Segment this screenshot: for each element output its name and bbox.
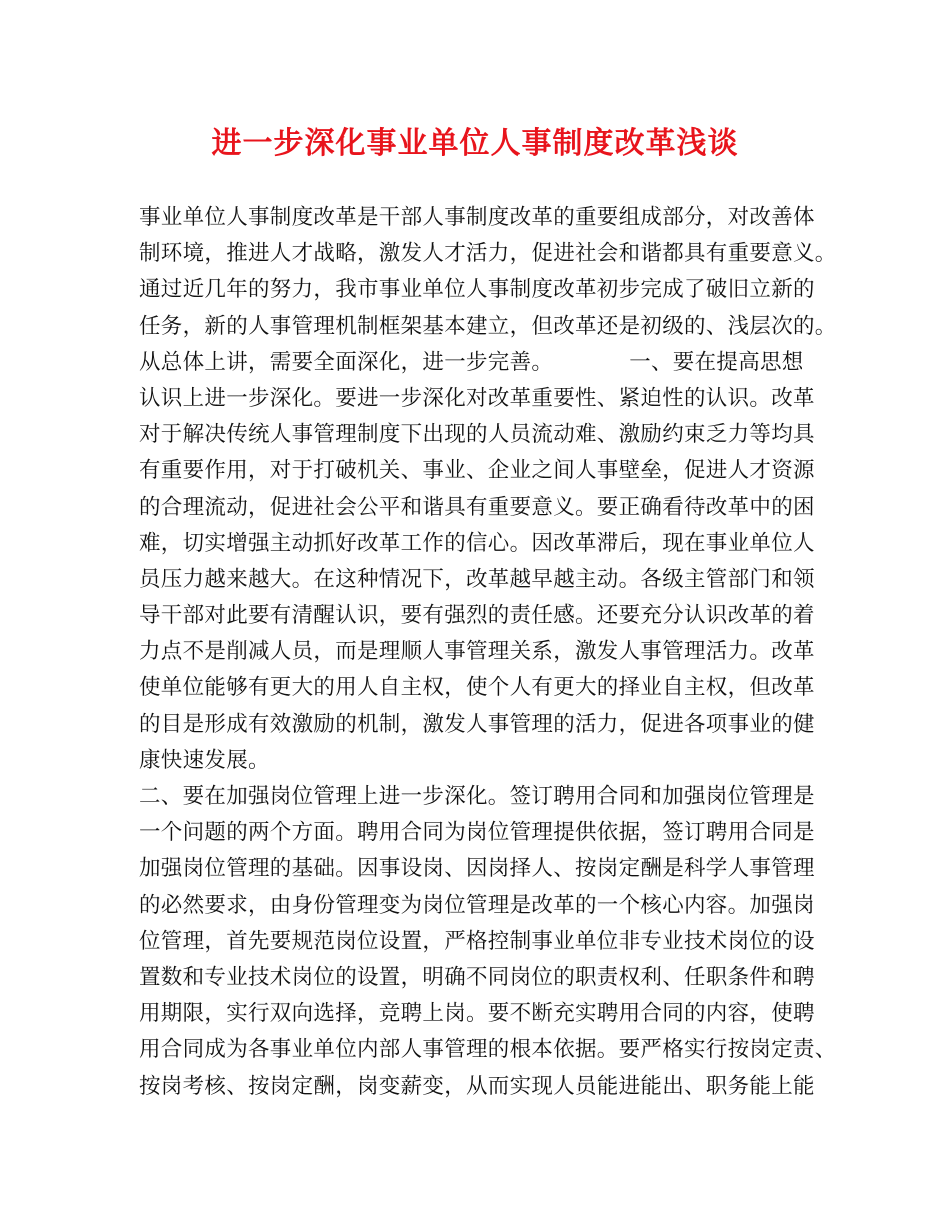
text-line: 二、要在加强岗位管理上进一步深化。签订聘用合同和加强岗位管理是 — [139, 784, 815, 809]
text-line — [139, 345, 829, 381]
text-line: 加强岗位管理的基础。因事设岗、因岗择人、按岗定酬是科学人事管理 — [139, 856, 815, 882]
text-line: 有重要作用，对于打破机关、事业、企业之间人事壁垒，促进人才资源 — [139, 458, 815, 484]
text-line: 的必然要求，由身份管理变为岗位管理是改革的一个核心内容。加强岗 — [139, 892, 815, 918]
text-line: 用期限，实行双向选择，竞聘上岗。要不断充实聘用合同的内容，使聘 — [139, 1001, 815, 1027]
text-line: 位管理，首先要规范岗位设置，严格控制事业单位非专业技术岗位的设 — [139, 928, 815, 954]
text-line: 制环境，推进人才战略，激发人才活力，促进社会和谐都具有重要意义。 — [139, 241, 837, 267]
text-line: 的合理流动，促进社会公平和谐具有重要意义。要正确看待改革中的困 — [139, 494, 815, 520]
text-line: 导干部对此要有清醒认识，要有强烈的责任感。还要充分认识改革的着 — [139, 603, 815, 629]
text-line: 力点不是削减人员，而是理顺人事管理关系，激发人事管理活力。改革 — [139, 639, 815, 665]
document-body — [139, 200, 837, 1105]
text-line: 用合同成为各事业单位内部人事管理的根本依据。要严格实行按岗定责、 — [139, 1037, 837, 1063]
text-line: 事业单位人事制度改革是干部人事制度改革的重要组成部分，对改善体 — [139, 205, 815, 230]
text-line: 对于解决传统人事管理制度下出现的人员流动难、激励约束乏力等均具 — [139, 422, 815, 448]
section-heading-start: 一、要在提高思想 — [629, 349, 804, 375]
text-line: 任务，新的人事管理机制框架基本建立，但改革还是初级的、浅层次的。 — [139, 313, 837, 339]
text-line: 一个问题的两个方面。聘用合同为岗位管理提供依据，签订聘用合同是 — [139, 820, 815, 846]
text-line: 难，切实增强主动抓好改革工作的信心。因改革滞后，现在事业单位人 — [139, 530, 815, 556]
text-line-left: 从总体上讲，需要全面深化，进一步完善。 — [139, 349, 554, 375]
text-line: 使单位能够有更大的用人自主权，使个人有更大的择业自主权，但改革 — [139, 675, 815, 701]
text-line: 按岗考核、按岗定酬，岗变薪变，从而实现人员能进能出、职务能上能 — [139, 1073, 815, 1099]
text-line: 认识上进一步深化。要进一步深化对改革重要性、紧迫性的认识。改革 — [139, 385, 815, 411]
document-title: 进一步深化事业单位人事制度改革浅谈 — [211, 126, 739, 161]
text-line: 通过近几年的努力，我市事业单位人事制度改革初步完成了破旧立新的 — [139, 277, 815, 303]
text-line: 康快速发展。 — [139, 747, 270, 773]
text-line: 的目是形成有效激励的机制，激发人事管理的活力，促进各项事业的健 — [139, 711, 815, 737]
text-line: 置数和专业技术岗位的设置，明确不同岗位的职责权利、任职条件和聘 — [139, 964, 815, 990]
text-line: 员压力越来越大。在这种情况下，改革越早越主动。各级主管部门和领 — [139, 566, 815, 592]
